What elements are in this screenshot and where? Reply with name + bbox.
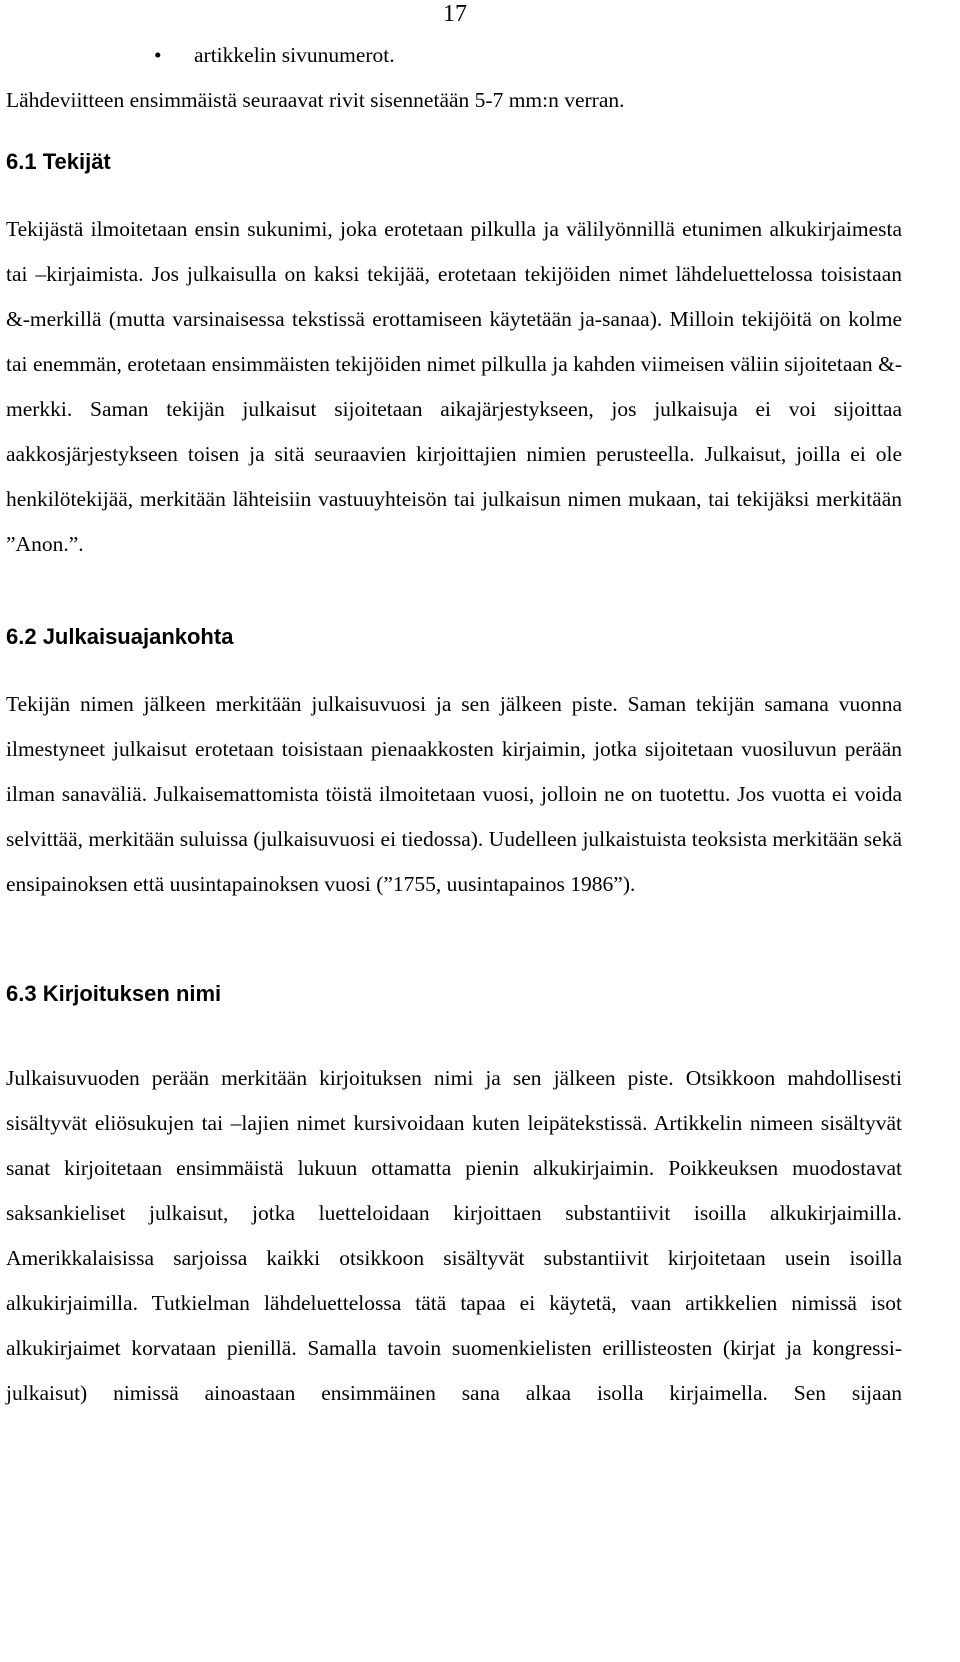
document-body [6,33,902,1416]
bullet-list-item [6,33,902,78]
section-6-1-paragraph: Tekijästä ilmoitetaan ensin sukunimi, joka erotetaan pilkulla ja välilyönnillä etunimen alkukirjaimesta tai –kirjaimista. Jos julkaisulla on kaksi tekijää, erotetaan tekijöiden nimet lähdeluettelossa toisistaan &-merkillä (mutta varsinaisessa tekstissä erottamiseen käytetään ja-sanaa). Milloin tekijöitä on kolme tai enemmän, erotetaan ensimmäisten tekijöiden nimet pilkulla ja kahden viimeisen väliin sijoitetaan &-merkki. Saman tekijän julkaisut sijoitetaan aikajärjestykseen, jos julkaisuja ei voi sijoittaa aakkosjärjestykseen toisen ja sitä seuraavien kirjoittajien nimien perusteella. Julkaisut, joilla ei ole henkilötekijää, merkitään lähteisiin vastuuyhteisön tai julkaisun nimen mukaan, tai tekijäksi merkitään ”Anon.”. [6,217,902,556]
section-6-2-paragraph: Tekijän nimen jälkeen merkitään julkaisuvuosi ja sen jälkeen piste. Saman tekijän samana vuonna ilmestyneet julkaisut erotetaan toisistaan pienaakkosten kirjaimin, jotka sijoitetaan vuosiluvun perään ilman sanaväliä. Julkaisemattomista töistä ilmoitetaan vuosi, jolloin ne on tuotettu. Jos vuotta ei voida selvittää, merkitään suluissa (julkaisuvuosi ei tiedossa). Uudelleen julkaistuista teoksista merkitään sekä ensipainoksen että uusintapainoksen vuosi (”1755, uusintapainos 1986”). [6,692,902,896]
intro-text: Lähdeviitteen ensimmäistä seuraavat rivit sisennetään 5-7 mm:n verran. [6,88,625,112]
page-number: 17 [443,1,467,27]
section-heading-6-2: 6.2 Julkaisuajankohta [6,624,234,649]
section-heading-6-3: 6.3 Kirjoituksen nimi [6,981,222,1006]
bullet-item-text: artikkelin sivunumerot. [194,43,395,67]
bullet-icon: • [154,43,162,67]
section-heading-6-1: 6.1 Tekijät [6,149,111,174]
section-6-3-paragraph: Julkaisuvuoden perään merkitään kirjoituksen nimi ja sen jälkeen piste. Otsikkoon mahdollisesti sisältyvät eliösukujen tai –lajien nimet kursivoidaan kuten leipätekstissä. Artikkelin nimeen sisältyvät sanat kirjoitetaan ensimmäistä lukuun ottamatta pienin alkukirjaimin. Poikkeuksen muodostavat saksankieliset julkaisut, jotka luetteloidaan kirjoittaen substantiivit isoilla alkukirjaimilla. Amerikkalaisissa sarjoissa kaikki otsikkoon sisältyvät substantiivit kirjoitetaan usein isoilla alkukirjaimilla. Tutkielman lähdeluettelossa tätä tapaa ei käytetä, vaan artikkelien nimissä isot alkukirjaimet korvataan pienillä. Samalla tavoin suomenkielisten erillisteosten (kirjat ja kongressi-julkaisut) nimissä ainoastaan ensimmäinen sana alkaa isolla kirjaimella. Sen sijaan [6,1066,902,1405]
